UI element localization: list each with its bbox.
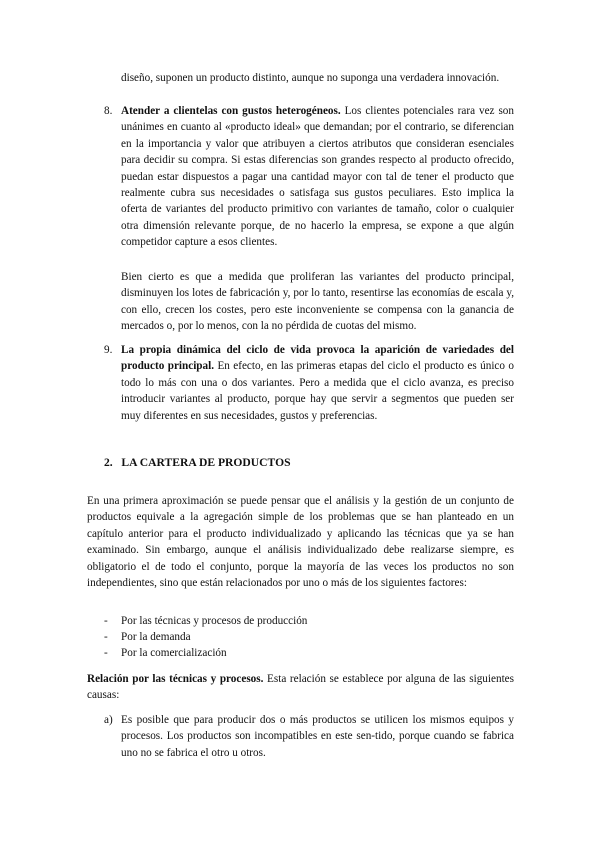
section-title: LA CARTERA DE PRODUCTOS: [121, 456, 291, 469]
section-heading: [104, 456, 291, 469]
continuation-paragraph: diseño, suponen un producto distinto, aunque no suponga una verdadera innovación.: [121, 72, 500, 84]
item-8-second-paragraph: Bien cierto es que a medida que proliferan las variantes del producto principal, disminuyen los lotes de fabricación y, por lo tanto, resentirse las economías de escala y, con ello, crecen los costes, pero este inconveniente se compensa con la ganancia de mercados o, por lo menos, con la no pérdida de cuotas del mismo.: [121, 271, 514, 333]
item-a-paragraph: Es posible que para producir dos o más productos se utilicen los mismos equipos y procesos. Los productos son incompatibles en este sen-tido, porque cuando se fabrica uno no se fabrica el otro u otros.: [121, 714, 514, 759]
item-9-number: 9.: [104, 344, 113, 356]
item-a-label: a): [104, 714, 113, 726]
list-dash: -: [104, 631, 108, 643]
intro-paragraph: En una primera aproximación se puede pensar que el análisis y la gestión de un conjunto de productos equivale a la agregación simple de los problemas que se han planteado en un capítulo anterior para el producto individualizado y aplicando las técnicas que ya se han examinado. Sin embargo, aunque el análisis individualizado debe realizarse siempre, es obligatorio el de todo el conjunto, porque la mayoría de las veces los productos no son independientes, sino que están relacionados por uno o más de los siguientes factores:: [87, 495, 514, 590]
factor-item: Por las técnicas y procesos de producción: [121, 615, 308, 627]
list-dash: -: [104, 615, 108, 627]
section-number: 2.: [104, 456, 113, 469]
factor-item: Por la comercialización: [121, 647, 227, 659]
relation-paragraph: [87, 671, 514, 704]
item-9-text: En efecto, en las primeras etapas del ciclo el producto es único o todo lo más con una o dos variantes. Pero a medida que el ciclo avanza, es preciso introducir variantes al producto, porque hay que servir a segmentos que pueden ser muy diferentes en sus necesidades, gustos y preferencias.: [121, 360, 514, 422]
item-9-heading: La propia dinámica del ciclo de vida provoca la aparición de variedades del producto principal.: [121, 344, 514, 373]
list-dash: -: [104, 647, 108, 659]
item-8-text: Los clientes potenciales rara vez son unánimes en cuanto al «producto ideal» que demandan; por el contrario, se diferencian en la importancia y valor que atribuyen a ciertos atributos que consideran esenciales para decidir su compra. Si estas diferencias son grandes respecto al producto ofrecido, puedan estar dispuestos a pagar una cantidad mayor con tal de tener el producto que realmente cubra sus necesidades o satisfaga sus gustos peculiares. Esto implica la oferta de variantes del producto primitivo con variantes de tamaño, color o cualquier otra dimensión relevante porque, de no hacerlo la empresa, se expone a que algún competidor capture a esos clientes.: [121, 105, 514, 249]
item-8-number: 8.: [104, 105, 113, 117]
item-9-paragraph: [121, 342, 514, 424]
factor-item: Por la demanda: [121, 631, 191, 643]
relation-text: Esta relación se establece por alguna de las siguientes causas:: [87, 673, 514, 702]
relation-heading: Relación por las técnicas y procesos.: [87, 673, 264, 685]
item-8-heading: Atender a clientelas con gustos heterogéneos.: [121, 105, 341, 117]
item-8-paragraph: [121, 103, 514, 251]
